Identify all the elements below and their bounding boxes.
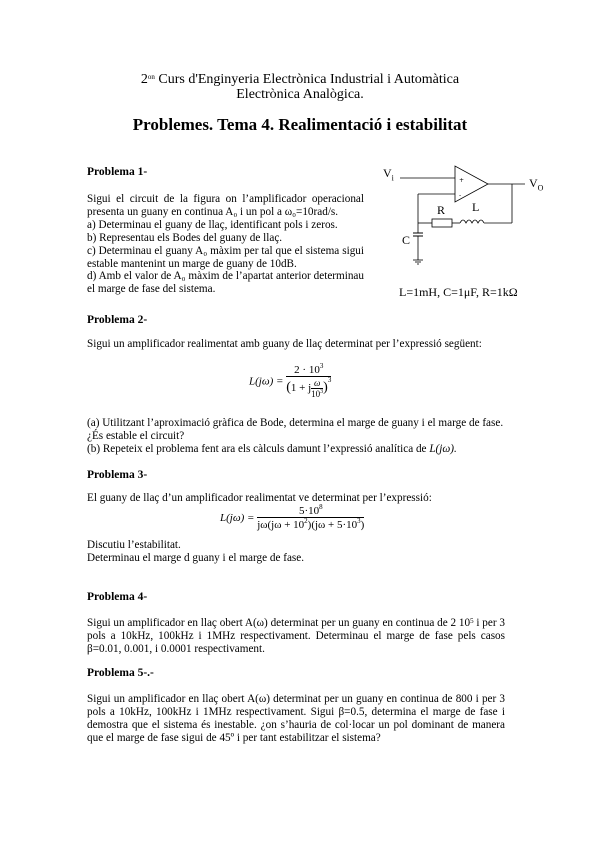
problem-2-equation: L(jω) = $2 \cdot 10^3$ (1 + j $\frac{\omega}{10^3}$ )$^3$ [249, 362, 332, 399]
problem-4-text: Sigui un amplificador en llaç obert A(ω) determinat per un guany en continua de 2 $10^5$ i per 3 pols a 10kHz, 100kHz i 1MHz respectivament. Determinau el marge de fase pels casos β=0.01, 0.001, i 0.0001 respectivament. [87, 617, 505, 655]
problem-2-text: (a) Utilitzant l’aproximació gràfica de Bode, determina el marge de guany i el marge de fase. ¿És estable el circuit? (b) Repeteix el problema fent ara els càlculs damunt l’expressió analítica de L(jω). [87, 417, 504, 455]
course-subheader: Electrònica Analògica. [236, 87, 364, 102]
circuit-values: L=1mH, C=1μF, R=1kΩ [399, 285, 518, 299]
problem-3-intro: El guany de llaç d’un amplificador realimentat ve determinat per l’expressió: [87, 492, 432, 504]
r-label: R [437, 203, 446, 217]
vo-label: $V_O$ [529, 176, 544, 193]
problem-5-text: Sigui un amplificador en llaç obert A(ω) determinat per un guany en continua de 800 i per 3 pols a 10kHz, 100kHz i 1MHz respectivament. Sigui β=0.5, determina el marge de fase i demostra que el sistema és inestable. ¿on s’hauria de col·locar un pol dominant de manera que el marge de fase sigui de 45º i per tant estabilitzar el sistema? [87, 693, 505, 744]
l-label: L [472, 200, 480, 214]
problem-1-heading: Problema 1- [87, 166, 148, 178]
problem-3-text: Discutiu l’estabilitat. Determinau el marge d guany i el marge de fase. [87, 539, 305, 564]
problem-1-text: Sigui el circuit de la figura on l’amplificador operacional presenta un guany en continua A₀ i un pol a ω₀=10rad/s. a) Determinau el guany de llaç, identificant pols i zeros. b) Representau els Bodes del guany de llaç. c) Determinau el guany A₀ màxim per tal que el sistema sigui estable mantenint un marge de guany de 10dB. d) Amb el valor de A₀ màxim de l’apartat anterior determinau el marge de fase del sistema. [87, 193, 364, 296]
page-title: Problemes. Tema 4. Realimentació i estabilitat [132, 115, 468, 134]
svg-text:-: - [459, 192, 462, 199]
problem-2-heading: Problema 2- [87, 314, 148, 326]
resistor-symbol [432, 219, 452, 227]
problem-2-intro: Sigui un amplificador realimentat amb guany de llaç determinat per l’expressió següent: [87, 338, 482, 350]
svg-text:+: + [459, 177, 465, 184]
c-label: C [402, 233, 411, 247]
course-header: $2^{on}$ Curs d'Enginyeria Electrònica Industrial i Automàtica [140, 72, 460, 87]
problem-4-heading: Problema 4- [87, 591, 148, 603]
problem-3-equation: L(jω) = $\frac{5\cdot 10^8}{j\omega(j\omega + 10^2)(j\omega + 5\cdot 10^3)}$ [220, 503, 365, 531]
inductor-symbol [460, 220, 484, 223]
vi-label: $V_i$ [383, 166, 394, 183]
problem-5-heading: Problema 5-.- [87, 667, 154, 679]
problem-3-heading: Problema 3- [87, 469, 148, 481]
